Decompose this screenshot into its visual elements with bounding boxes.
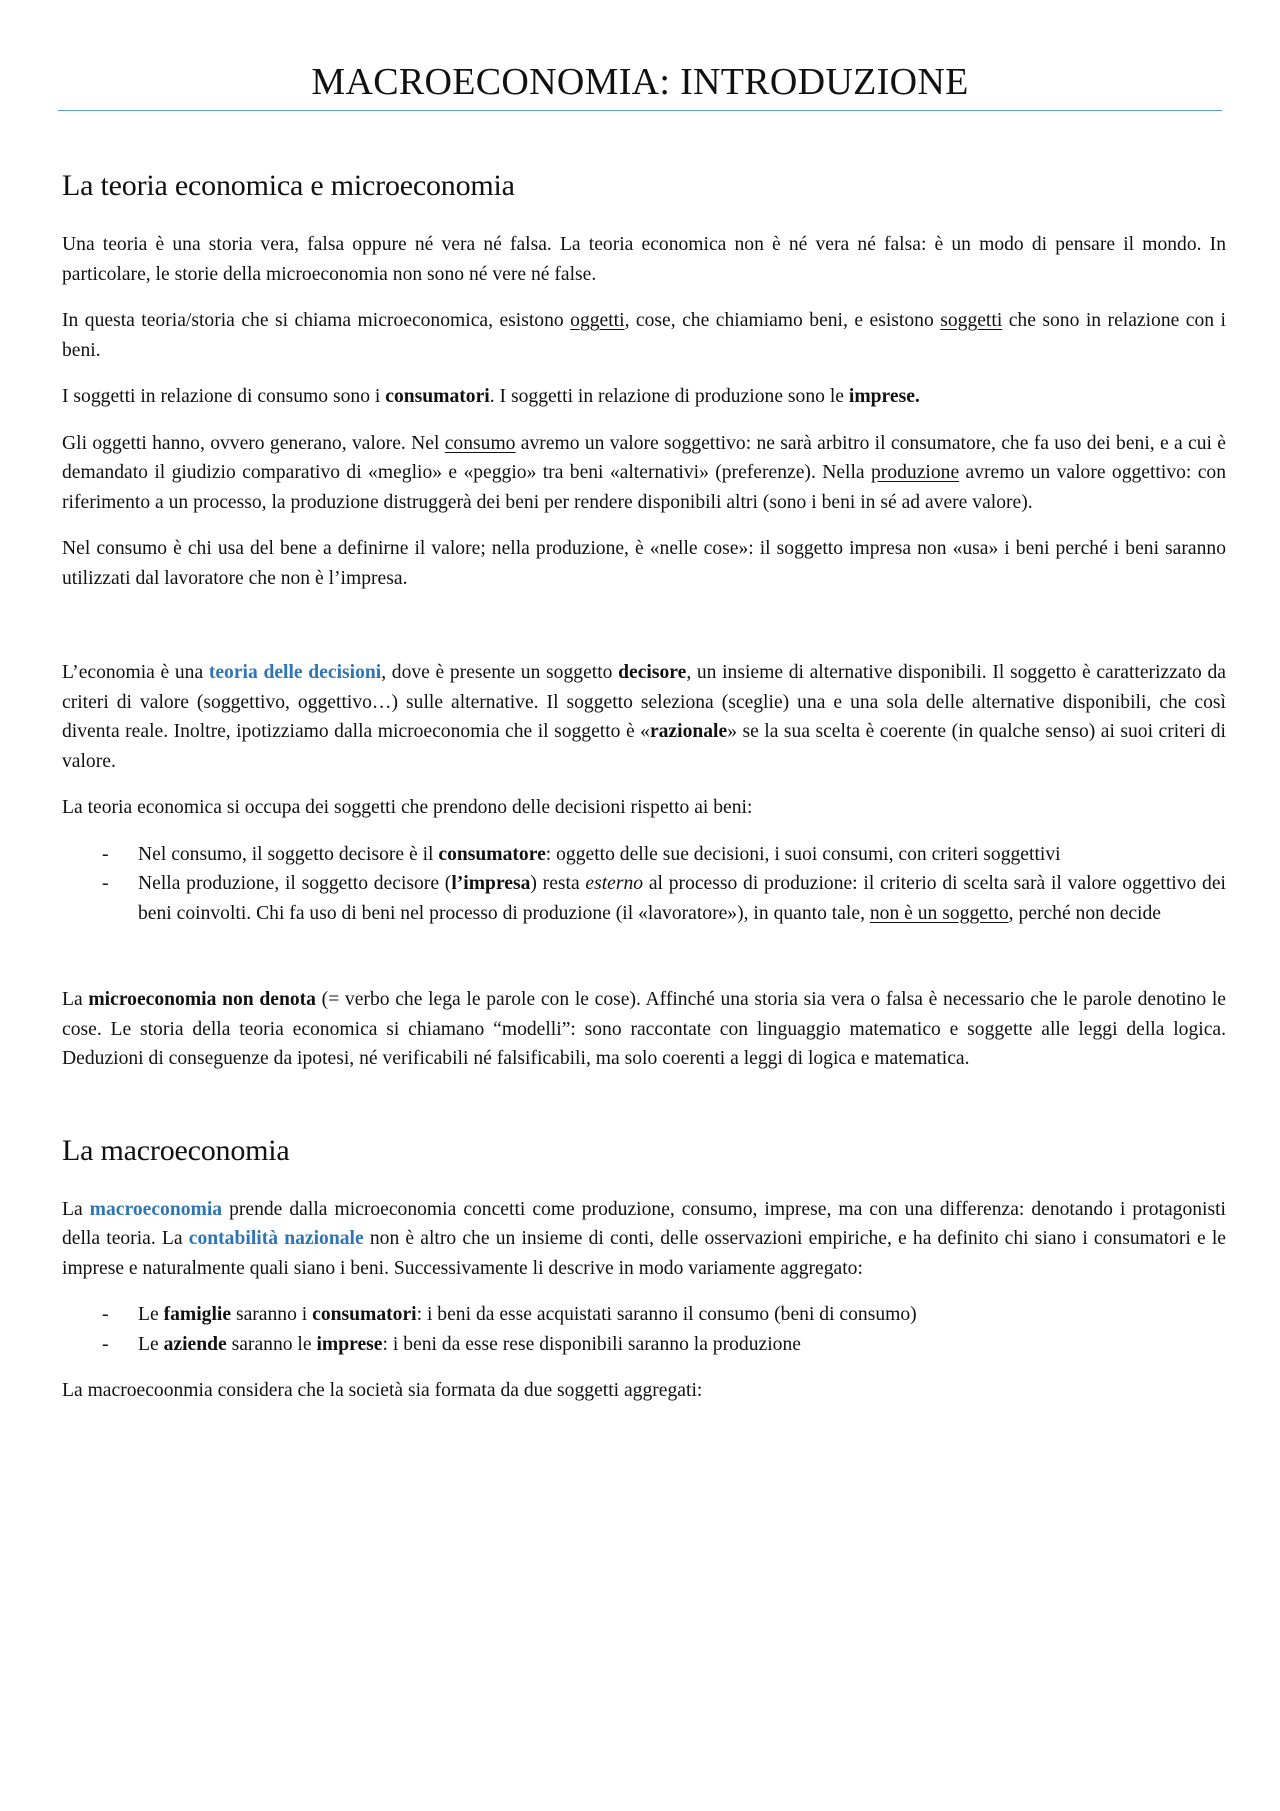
page-title: MACROECONOMIA: INTRODUZIONE xyxy=(311,61,969,103)
bullet-list xyxy=(62,1300,1226,1359)
bold-term: razionale xyxy=(649,721,728,742)
bold-term: consumatori xyxy=(385,386,490,407)
paragraph: La teoria economica si occupa dei soggetti che prendono delle decisioni rispetto ai beni: xyxy=(62,797,753,818)
underlined-term: consumo xyxy=(444,432,516,454)
list-item: - Nel consumo, il soggetto decisore è il consumatore: oggetto delle sue decisioni, i suoi consumi, con criteri soggettivi xyxy=(62,840,1226,870)
underlined-term: soggetti xyxy=(940,310,1003,331)
paragraph: I soggetti in relazione di consumo sono i consumatori. I soggetti in relazione di produzione sono le imprese. xyxy=(62,386,920,407)
bold-term: imprese. xyxy=(848,386,920,407)
bold-term: microeconomia non denota xyxy=(88,989,316,1010)
paragraph: In questa teoria/storia che si chiama microeconomica, esistono oggetti, cose, che chiamiamo beni, e esistono soggetti che sono in relazione con i beni. xyxy=(62,310,1226,361)
section-heading-macroeconomia: La macroeconomia xyxy=(62,1133,290,1167)
bold-term: decisore xyxy=(618,662,687,683)
document-body xyxy=(62,166,1226,1423)
list-item: - Le famiglie saranno i consumatori: i beni da esse acquistati saranno il consumo (beni di consumo) xyxy=(62,1300,1226,1330)
underlined-term: oggetti xyxy=(570,310,625,331)
paragraph: La macroeconomia prende dalla microeconomia concetti come produzione, consumo, imprese, ma con una differenza: denotando i protagonisti della teoria. La contabilità nazionale non è altro che un insieme di conti, delle osservazioni empiriche, e ha definito chi siano i consumatori e le imprese e naturalmente quali siano i beni. Successivamente li descrive in modo variamente aggregato: xyxy=(62,1198,1226,1279)
paragraph: La microeconomia non denota (= verbo che lega le parole con le cose). Affinché una storia sia vera o falsa è necessario che le parole denotino le cose. Le storia della teoria economica si chiamano “modelli”: sono raccontate con linguaggio matematico e soggette alle leggi della logica. Deduzioni di conseguenze da ipotesi, né verificabili né falsificabili, ma solo coerenti a leggi di logica e matematica. xyxy=(62,989,1227,1069)
paragraph: Una teoria è una storia vera, falsa oppure né vera né falsa. La teoria economica non è né vera né falsa: è un modo di pensare il mondo. In particolare, le storie della microeconomia non sono né vere né false. xyxy=(62,234,1226,285)
paragraph: Nel consumo è chi usa del bene a definirne il valore; nella produzione, è «nelle cose»: il soggetto impresa non «usa» i beni perché i beni saranno utilizzati dal lavoratore che non è l’impresa. xyxy=(62,538,1226,589)
highlighted-term: contabilità nazionale xyxy=(188,1228,364,1249)
paragraph: Gli oggetti hanno, ovvero generano, valore. Nel consumo avremo un valore soggettivo: ne sarà arbitro il consumatore, che fa uso dei beni, e a cui è demandato il giudizio comparativo di «meglio» e «peggio» tra beni «alternativi» (preferenze). Nella produzione avremo un valore oggettivo: con riferimento a un processo, la produzione distruggerà dei beni per rendere disponibili altri (sono i beni in sé ad avere valore). xyxy=(62,432,1227,513)
underlined-term: produzione xyxy=(871,462,960,483)
title-divider xyxy=(58,110,1222,111)
list-item: - Le aziende saranno le imprese: i beni da esse rese disponibili saranno la produzione xyxy=(62,1330,1226,1360)
section-heading-microeconomia: La teoria economica e microeconomia xyxy=(62,169,515,202)
list-item: - Nella produzione, il soggetto decisore (l’impresa) resta esterno al processo di produzione: il criterio di scelta sarà il valore oggettivo dei beni coinvolti. Chi fa uso di beni nel processo di produzione (il «lavoratore»), in quanto tale, non è un soggetto, perché non decide xyxy=(62,869,1226,928)
highlighted-term: macroeconomia xyxy=(89,1198,223,1220)
bullet-list xyxy=(62,840,1226,929)
highlighted-term: teoria delle decisioni xyxy=(208,662,382,683)
paragraph: L’economia è una teoria delle decisioni, dove è presente un soggetto decisore, un insieme di alternative disponibili. Il soggetto è caratterizzato da criteri di valore (soggettivo, oggettivo…) sulle alternative. Il soggetto seleziona (sceglie) una e una sola delle alternative disponibili, che così diventa reale. Inoltre, ipotizziamo dalla microeconomia che il soggetto è «razionale» se la sua scelta è coerente (in qualche senso) ai suoi criteri di valore. xyxy=(62,662,1227,772)
paragraph: La macroecoonmia considera che la società sia formata da due soggetti aggregati: xyxy=(62,1380,703,1401)
